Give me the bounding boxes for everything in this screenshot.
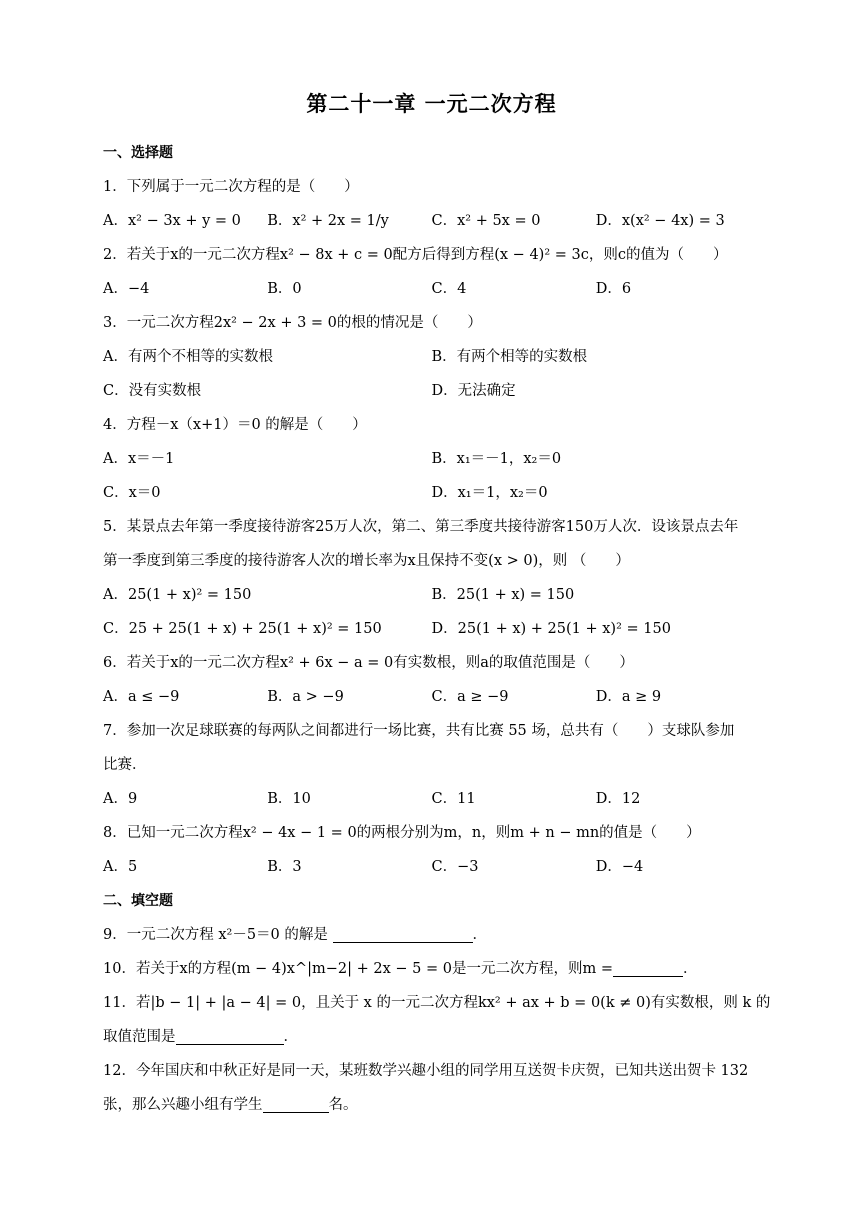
option-a: A．a ≤ −9 xyxy=(103,689,180,705)
question-12-tail: 名。 xyxy=(328,1097,358,1113)
option-c: C．25 + 25(1 + x) + 25(1 + x)² = 150 xyxy=(103,621,382,637)
option-a: A．x² − 3x + y = 0 xyxy=(103,213,241,229)
option-b: B．3 xyxy=(267,859,302,875)
option-b: B．25(1 + x) = 150 xyxy=(431,587,575,603)
question-11-prompt: 取值范围是 xyxy=(103,1029,176,1045)
question-12-prompt: 张，那么兴趣小组有学生 xyxy=(103,1097,263,1113)
option-c: C．a ≥ −9 xyxy=(431,689,509,705)
option-d: D．25(1 + x) + 25(1 + x)² = 150 xyxy=(431,621,671,637)
option-c: C．x² + 5x = 0 xyxy=(431,213,541,229)
question-6-options xyxy=(103,680,760,714)
option-c: C．−3 xyxy=(431,859,479,875)
option-b: B．10 xyxy=(267,791,311,807)
question-9-tail: ． xyxy=(472,927,487,943)
question-10 xyxy=(103,952,760,986)
answer-blank[interactable] xyxy=(613,958,683,977)
answer-blank[interactable] xyxy=(176,1026,284,1045)
question-5-options-row2 xyxy=(103,612,760,646)
section-choice-heading: 一、选择题 xyxy=(103,145,173,161)
option-a: A．25(1 + x)² = 150 xyxy=(103,587,252,603)
option-b: B．x² + 2x = 1/y xyxy=(267,213,389,229)
question-3: 3．一元二次方程2x² − 2x + 3 = 0的根的情况是（ ） xyxy=(103,315,482,331)
option-c: C．x＝0 xyxy=(103,485,161,501)
question-4-options-row1 xyxy=(103,442,760,476)
section-fill-heading: 二、填空题 xyxy=(103,893,173,909)
answer-blank[interactable] xyxy=(263,1094,329,1113)
question-8-options xyxy=(103,850,760,884)
question-7-line-1: 7．参加一次足球联赛的每两队之间都进行一场比赛，共有比赛 55 场，总共有（ ）支球队参加 xyxy=(103,723,735,739)
option-a: A．x＝－1 xyxy=(103,451,175,467)
option-a: A．5 xyxy=(103,859,138,875)
question-5-options-row1 xyxy=(103,578,760,612)
option-d: D．6 xyxy=(595,281,632,297)
option-d: D．x₁＝1，x₂＝0 xyxy=(431,485,548,501)
option-b: B．0 xyxy=(267,281,302,297)
question-4: 4．方程－x（x+1）＝0 的解是（ ） xyxy=(103,417,367,433)
question-10-tail: ． xyxy=(682,961,698,977)
option-a: A．−4 xyxy=(103,281,150,297)
option-a: A．9 xyxy=(103,791,138,807)
question-10-prompt: 10．若关于x的方程(m − 4)x^|m−2| + 2x − 5 = 0是一元二次方程，则m = xyxy=(103,961,613,977)
question-5-line-2: 第一季度到第三季度的接待游客人次的增长率为x且保持不变(x > 0)，则 （ ） xyxy=(103,553,630,569)
question-5-line-1: 5．某景点去年第一季度接待游客25万人次，第二、第三季度共接待游客150万人次．设该景点去年 xyxy=(103,519,739,535)
question-3-options-row1 xyxy=(103,340,760,374)
option-b: B．a > −9 xyxy=(267,689,344,705)
option-d: D．无法确定 xyxy=(431,383,516,399)
option-d: D．a ≥ 9 xyxy=(595,689,662,705)
question-4-options-row2 xyxy=(103,476,760,510)
option-c: C．4 xyxy=(431,281,467,297)
option-c: C．没有实数根 xyxy=(103,383,202,399)
question-12-line-1: 12．今年国庆和中秋正好是同一天，某班数学兴趣小组的同学用互送贺卡庆贺，已知共送出贺卡 132 xyxy=(103,1063,749,1079)
question-12-line-2 xyxy=(103,1088,760,1122)
option-c: C．11 xyxy=(431,791,476,807)
option-a: A．有两个不相等的实数根 xyxy=(103,349,273,365)
question-9 xyxy=(103,918,760,952)
question-2: 2．若关于x的一元二次方程x² − 8x + c = 0配方后得到方程(x − 4)² = 3c，则c的值为（ ） xyxy=(103,247,728,263)
question-2-options xyxy=(103,272,760,306)
page-title: 第二十一章 一元二次方程 xyxy=(306,92,557,116)
question-8: 8．已知一元二次方程x² − 4x − 1 = 0的两根分别为m，n，则m + n − mn的值是（ ） xyxy=(103,825,701,841)
question-1-options xyxy=(103,204,760,238)
question-9-prompt: 9．一元二次方程 x²－5＝0 的解是 xyxy=(103,927,333,943)
option-d: D．−4 xyxy=(595,859,644,875)
question-3-options-row2 xyxy=(103,374,760,408)
option-b: B．x₁＝－1，x₂＝0 xyxy=(431,451,562,467)
option-d: D．x(x² − 4x) = 3 xyxy=(595,213,725,229)
question-7-line-2: 比赛． xyxy=(103,757,147,773)
question-1: 1．下列属于一元二次方程的是（ ） xyxy=(103,179,359,195)
question-11-line-1: 11．若|b − 1| + |a − 4| = 0，且关于 x 的一元二次方程kx² + ax + b = 0(k ≠ 0)有实数根，则 k 的 xyxy=(103,995,771,1011)
option-d: D．12 xyxy=(595,791,641,807)
question-11-line-2 xyxy=(103,1020,760,1054)
option-b: B．有两个相等的实数根 xyxy=(431,349,588,365)
question-7-options xyxy=(103,782,760,816)
answer-blank[interactable] xyxy=(333,924,473,943)
question-6: 6．若关于x的一元二次方程x² + 6x − a = 0有实数根，则a的取值范围是（ ） xyxy=(103,655,634,671)
question-11-tail: ． xyxy=(283,1029,298,1045)
